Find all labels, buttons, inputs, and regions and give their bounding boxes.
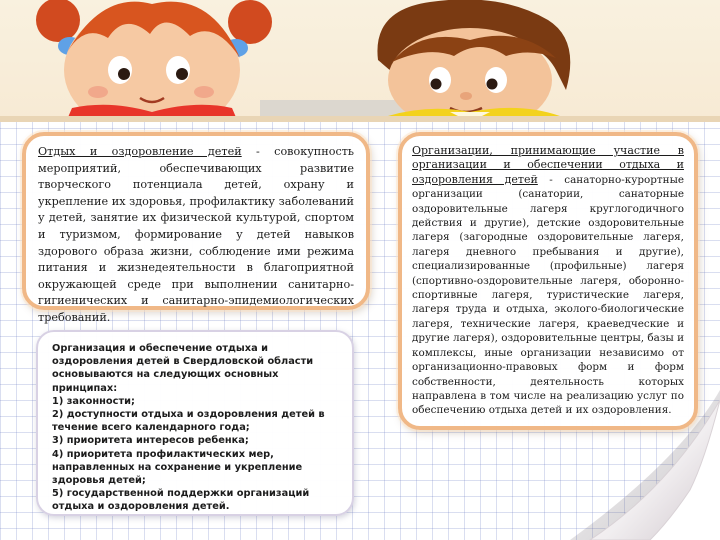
principles-intro: Организация и обеспечение отдыха и оздоровления детей в Свердловской области основываются на следующих основных принципах: — [52, 343, 314, 394]
principle-item: 4) приоритета профилактических мер, направленных на сохранение и укрепление здоровья детей; — [52, 448, 303, 487]
principle-item: 5) государственной поддержки организаций отдыха и оздоровления детей. — [52, 488, 310, 513]
organizations-box — [398, 132, 698, 430]
organizations-paragraph — [412, 144, 684, 418]
principle-item: 2) доступности отдыха и оздоровления детей в течение всего календарного года; — [52, 409, 325, 434]
girl-hair-bun-left — [36, 0, 80, 42]
definition-paragraph — [38, 144, 354, 327]
girl-hair-bun-right — [228, 0, 272, 44]
principle-item: 3) приоритета интересов ребенка; — [52, 435, 249, 447]
principle-item: 1) законности; — [52, 395, 135, 407]
definition-box — [22, 132, 370, 324]
page-curl-decoration — [530, 390, 720, 540]
organizations-text: - санаторно-курортные организации (санатории, санаторные оздоровительные лагеря круглогодичного действия и другие), детские оздоровительные лагеря (загородные оздоровительные лагеря, лагеря дневного пребывания и другие), специализированные (профильные) лагеря (спортивно-оздоровительные лагеря, оборонно-спортивные лагеря, туристические лагеря, лагеря труда и отдыха, эколого-биологические лагеря, технические лагеря, краеведческие и другие лагеря), оздоровительные центры, базы и комплексы, иные организации независимо от организационно-правовых форм и форм собственности, деятельность которых направлена в том числе на реализацию услуг по обеспечению отдыха детей и их оздоровления. — [412, 173, 685, 417]
organizations-term: Организации, принимающие участие в организации и обеспечении отдыха и оздоровления детей — [412, 144, 684, 186]
definition-term: Отдых и оздоровление детей — [38, 145, 242, 158]
children-illustration — [0, 0, 720, 122]
header-illustration — [0, 0, 720, 122]
principles-list — [52, 395, 338, 514]
definition-text: - совокупность мероприятий, обеспечивающих развитие творческого потенциала детей, охрану и укрепление их здоровья, профилактику заболеваний у детей, занятие их физической культурой, спортом и туризмом, формирование у детей навыков здорового образа жизни, соблюдение ими режима питания и жизнедеятельности в благоприятной окружающей среде при выполнении санитарно-гигиенических и санитарно-эпидемиологических требований. — [38, 145, 354, 324]
principles-box — [36, 330, 354, 516]
